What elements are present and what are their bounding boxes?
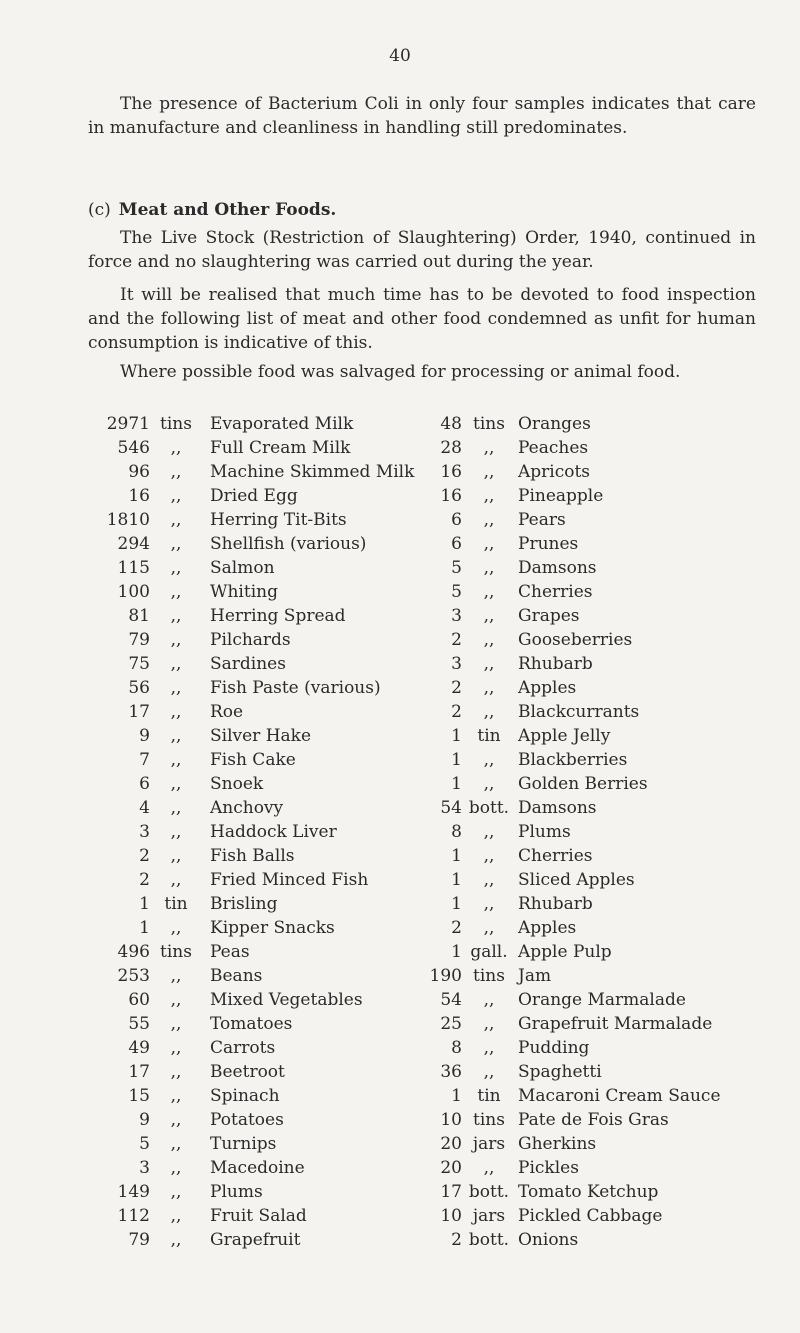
item-quantity: 1 [139,894,150,914]
item-unit: ,, [170,822,182,842]
item-name: Cherries [518,846,593,866]
item-name: Gherkins [518,1134,597,1154]
item-name: Snoek [210,774,264,794]
item-unit: ,, [483,846,495,866]
item-name: Dried Egg [210,486,298,506]
item-name: Pickled Cabbage [518,1206,663,1226]
item-quantity: 81 [128,606,150,626]
item-name: Apple Jelly [518,726,611,746]
item-name: Herring Spread [210,606,346,626]
item-name: Gooseberries [518,630,633,650]
item-name: Whiting [210,582,278,602]
item-name: Apples [518,918,577,938]
item-unit: tins [160,414,192,434]
item-unit: ,, [170,654,182,674]
item-quantity: 79 [128,630,150,650]
item-name: Sardines [210,654,286,674]
item-quantity: 79 [128,1230,150,1250]
item-unit: ,, [483,918,495,938]
item-unit: tin [477,1086,501,1106]
item-unit: ,, [483,534,495,554]
item-name: Fish Paste (various) [210,678,381,698]
item-quantity: 1 [451,894,462,914]
item-unit: ,, [170,1206,182,1226]
item-name: Grapefruit [210,1230,301,1250]
item-quantity: 1 [451,942,462,962]
item-name: Pears [518,510,566,530]
item-quantity: 4 [139,798,150,818]
item-quantity: 9 [139,726,150,746]
item-quantity: 1 [451,750,462,770]
item-unit: ,, [170,1110,182,1130]
item-quantity: 17 [128,702,150,722]
item-quantity: 1810 [106,510,150,530]
item-quantity: 1 [451,1086,462,1106]
item-name: Kipper Snacks [210,918,335,938]
item-quantity: 3 [451,606,462,626]
item-unit: ,, [483,1158,495,1178]
item-name: Anchovy [210,798,284,818]
item-name: Oranges [518,414,591,434]
item-quantity: 5 [139,1134,150,1154]
item-name: Pineapple [518,486,604,506]
item-name: Spinach [210,1086,280,1106]
item-unit: jars [472,1206,506,1226]
item-unit: ,, [170,1014,182,1034]
salvage-paragraph: Where possible food was salvaged for processing or animal food. [120,362,681,382]
item-quantity: 5 [451,582,462,602]
item-quantity: 112 [117,1206,150,1226]
item-quantity: 3 [139,822,150,842]
item-unit: ,, [483,990,495,1010]
item-unit: jars [472,1134,506,1154]
item-unit: ,, [170,1038,182,1058]
item-name: Grapefruit Marmalade [518,1014,713,1034]
item-quantity: 496 [117,942,150,962]
item-name: Fried Minced Fish [210,870,369,890]
item-quantity: 16 [440,486,462,506]
item-unit: ,, [483,894,495,914]
item-quantity: 100 [117,582,150,602]
item-name: Pickles [518,1158,579,1178]
intro-paragraph: The presence of Bacterium Coli in only four samples indicates that care in manufacture and cleanliness in handling still predominates. [88,94,756,138]
item-unit: ,, [170,918,182,938]
item-unit: tin [477,726,501,746]
item-unit: ,, [483,438,495,458]
item-quantity: 2 [139,846,150,866]
item-name: Apricots [518,462,591,482]
item-unit: ,, [483,774,495,794]
item-quantity: 5 [451,558,462,578]
item-name: Macedoine [210,1158,305,1178]
item-name: Tomatoes [210,1014,293,1034]
item-name: Grapes [518,606,580,626]
item-unit: ,, [170,750,182,770]
item-quantity: 9 [139,1110,150,1130]
item-quantity: 149 [117,1182,150,1202]
item-unit: ,, [483,822,495,842]
item-unit: ,, [483,1014,495,1034]
item-quantity: 6 [451,510,462,530]
item-unit: ,, [170,606,182,626]
item-name: Fish Cake [210,750,296,770]
item-unit: ,, [483,558,495,578]
item-quantity: 49 [128,1038,150,1058]
item-name: Brisling [210,894,278,914]
item-name: Blackberries [518,750,628,770]
item-quantity: 48 [440,414,462,434]
item-unit: ,, [483,702,495,722]
item-name: Orange Marmalade [518,990,686,1010]
item-unit: ,, [170,846,182,866]
item-quantity: 546 [117,438,150,458]
item-name: Macaroni Cream Sauce [518,1086,721,1106]
item-name: Pilchards [210,630,291,650]
item-quantity: 8 [451,1038,462,1058]
item-unit: ,, [483,870,495,890]
item-unit: ,, [483,462,495,482]
item-quantity: 3 [451,654,462,674]
item-unit: ,, [170,702,182,722]
item-unit: ,, [483,510,495,530]
item-unit: ,, [170,870,182,890]
item-name: Potatoes [210,1110,284,1130]
item-name: Prunes [518,534,579,554]
item-quantity: 54 [440,798,462,818]
item-unit: ,, [170,798,182,818]
item-name: Plums [210,1182,263,1202]
item-name: Carrots [210,1038,276,1058]
item-name: Apples [518,678,577,698]
item-quantity: 16 [128,486,150,506]
item-unit: ,, [483,1062,495,1082]
item-quantity: 15 [128,1086,150,1106]
item-unit: gall. [470,942,508,962]
item-unit: ,, [170,486,182,506]
item-unit: ,, [170,1134,182,1154]
order-paragraph: The Live Stock (Restriction of Slaughtering) Order, 1940, continued in force and no slaughtering was carried out during the year. [88,228,756,272]
item-unit: ,, [170,1062,182,1082]
item-name: Beetroot [210,1062,285,1082]
item-name: Full Cream Milk [210,438,351,458]
item-quantity: 115 [117,558,150,578]
item-quantity: 1 [139,918,150,938]
item-unit: ,, [170,966,182,986]
item-name: Spaghetti [518,1062,602,1082]
item-name: Peaches [518,438,589,458]
section-mark: (c) [88,200,111,220]
item-name: Cherries [518,582,593,602]
item-name: Blackcurrants [518,702,640,722]
item-quantity: 1 [451,870,462,890]
item-quantity: 20 [440,1134,462,1154]
item-unit: bott. [468,1182,510,1202]
item-quantity: 6 [451,534,462,554]
item-name: Pudding [518,1038,590,1058]
inspection-paragraph: It will be realised that much time has to be devoted to food inspection and the following list of meat and other food condemned as unfit for human consumption is indicative of this. [88,285,756,353]
item-unit: ,, [170,582,182,602]
item-name: Plums [518,822,571,842]
item-quantity: 2 [139,870,150,890]
item-unit: ,, [170,1086,182,1106]
item-quantity: 1 [451,774,462,794]
item-quantity: 7 [139,750,150,770]
item-quantity: 54 [440,990,462,1010]
item-unit: ,, [170,462,182,482]
item-quantity: 8 [451,822,462,842]
item-quantity: 1 [451,846,462,866]
item-unit: ,, [483,582,495,602]
item-unit: ,, [170,534,182,554]
item-unit: tins [473,1110,505,1130]
item-unit: ,, [170,1182,182,1202]
item-name: Turnips [210,1134,277,1154]
item-quantity: 294 [117,534,150,554]
item-unit: tins [473,414,505,434]
item-name: Machine Skimmed Milk [210,462,415,482]
item-quantity: 2 [451,1230,462,1250]
item-quantity: 75 [128,654,150,674]
item-unit: bott. [468,798,510,818]
item-quantity: 20 [440,1158,462,1178]
item-quantity: 16 [440,462,462,482]
item-unit: ,, [483,630,495,650]
item-quantity: 2971 [106,414,150,434]
item-unit: tins [160,942,192,962]
page-number: 40 [389,46,411,66]
item-quantity: 56 [128,678,150,698]
item-quantity: 2 [451,702,462,722]
item-unit: ,, [170,438,182,458]
item-unit: ,, [170,774,182,794]
item-quantity: 25 [440,1014,462,1034]
item-unit: ,, [483,606,495,626]
item-quantity: 36 [440,1062,462,1082]
item-unit: ,, [483,1038,495,1058]
item-name: Roe [210,702,244,722]
item-name: Evaporated Milk [210,414,354,434]
item-unit: tin [164,894,188,914]
item-quantity: 2 [451,630,462,650]
item-quantity: 1 [451,726,462,746]
item-unit: ,, [170,726,182,746]
item-unit: ,, [483,750,495,770]
item-name: Shellfish (various) [210,534,367,554]
item-quantity: 10 [440,1110,462,1130]
item-quantity: 190 [429,966,462,986]
item-quantity: 17 [128,1062,150,1082]
item-name: Damsons [518,798,597,818]
item-name: Herring Tit-Bits [210,510,347,530]
item-name: Beans [210,966,263,986]
item-quantity: 253 [117,966,150,986]
item-name: Jam [518,966,552,986]
item-quantity: 2 [451,918,462,938]
item-unit: ,, [483,486,495,506]
item-name: Onions [518,1230,579,1250]
item-quantity: 55 [128,1014,150,1034]
item-unit: ,, [170,678,182,698]
item-name: Mixed Vegetables [210,990,363,1010]
item-unit: ,, [483,678,495,698]
item-unit: bott. [468,1230,510,1250]
item-name: Golden Berries [518,774,648,794]
item-name: Fruit Salad [210,1206,307,1226]
item-unit: ,, [170,510,182,530]
item-name: Damsons [518,558,597,578]
item-name: Haddock Liver [210,822,337,842]
item-quantity: 96 [128,462,150,482]
item-name: Fish Balls [210,846,295,866]
item-name: Rhubarb [518,654,593,674]
item-name: Sliced Apples [518,870,635,890]
item-unit: ,, [170,1230,182,1250]
item-unit: ,, [170,990,182,1010]
item-name: Pate de Fois Gras [518,1110,669,1130]
item-quantity: 60 [128,990,150,1010]
item-quantity: 17 [440,1182,462,1202]
item-name: Silver Hake [210,726,312,746]
item-name: Salmon [210,558,275,578]
item-unit: ,, [170,1158,182,1178]
item-name: Tomato Ketchup [518,1182,659,1202]
item-unit: ,, [483,654,495,674]
item-unit: ,, [170,558,182,578]
item-quantity: 3 [139,1158,150,1178]
section-heading [88,200,336,220]
item-quantity: 10 [440,1206,462,1226]
section-title: Meat and Other Foods. [118,200,337,220]
item-quantity: 2 [451,678,462,698]
item-name: Peas [210,942,250,962]
item-name: Rhubarb [518,894,593,914]
item-unit: ,, [170,630,182,650]
item-quantity: 28 [440,438,462,458]
item-unit: tins [473,966,505,986]
item-name: Apple Pulp [518,942,612,962]
item-quantity: 6 [139,774,150,794]
